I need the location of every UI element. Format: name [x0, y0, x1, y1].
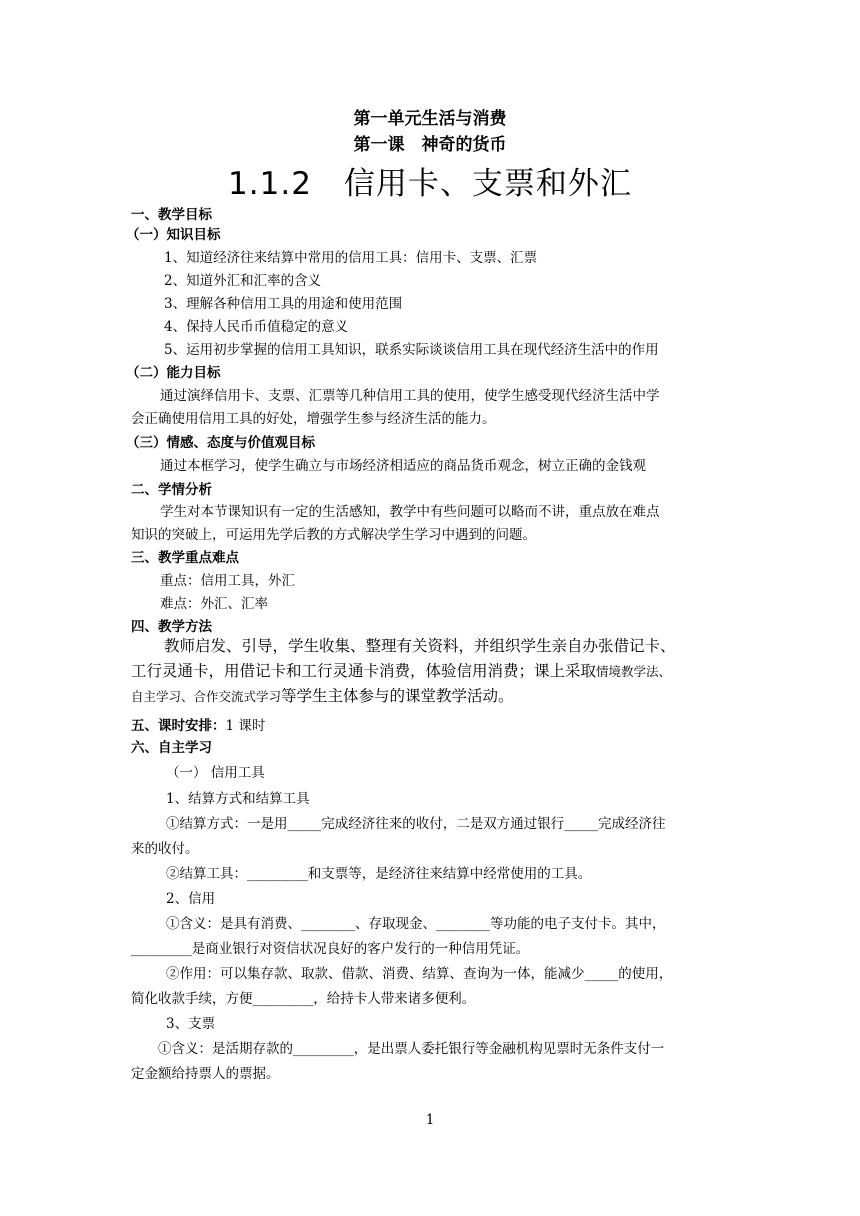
ability-line-2: 会正确使用信用工具的好处，增强学生参与经济生活的能力。 [131, 411, 496, 427]
self-study-item-3: 3、支票 [166, 1016, 216, 1032]
cheque-meaning-line-1: ①含义：是活期存款的_________，是出票人委托银行等金融机构见票时无条件支付一 [158, 1041, 665, 1057]
heading-teaching-goals: 一、教学目标 [131, 207, 212, 223]
methods-line-3-text: 等学生主体参与的课堂教学活动。 [281, 687, 514, 705]
subheading-knowledge-goals: （一）知识目标 [126, 227, 221, 243]
methods-line-2-tail: 情境教学法、 [596, 664, 672, 679]
credit-meaning-line-1: ①含义：是具有消费、________、存取现金、________等功能的电子支付卡。其中， [166, 916, 666, 932]
heading-schedule: 五、课时安排： [131, 718, 226, 734]
methods-line-3-head: 自主学习、合作交流式学习 [131, 689, 282, 704]
settlement-method-line-1: ①结算方式：一是用_____完成经济往来的收付，二是双方通过银行_____完成经济往 [166, 816, 666, 832]
self-study-item-2: 2、信用 [166, 891, 216, 907]
difficult-point-line: 难点：外汇、汇率 [160, 596, 268, 612]
key-point-line: 重点：信用工具，外汇 [160, 573, 295, 589]
methods-line-3 [131, 684, 514, 706]
learner-line-2: 知识的突破上，可运用先学后教的方式解决学生学习中遇到的问题。 [131, 527, 536, 543]
credit-function-line-1: ②作用：可以集存款、取款、借款、消费、结算、查询为一体，能减少_____的使用， [166, 966, 673, 982]
self-study-item-1: 1、结算方式和结算工具 [166, 791, 310, 807]
methods-line-1: 教师启发、引导，学生收集、整理有关资料，并组织学生亲自办张借记卡、 [164, 637, 676, 655]
schedule-value: 1 课时 [225, 718, 266, 734]
knowledge-item-1: 1、知道经济往来结算中常用的信用工具：信用卡、支票、汇票 [164, 250, 538, 266]
credit-meaning-line-2: _________是商业银行对资信状况良好的客户发行的一种信用凭证。 [131, 941, 530, 957]
settlement-tool-line: ②结算工具：_________和支票等，是经济往来结算中经常使用的工具。 [166, 866, 592, 882]
ability-line-1: 通过演绎信用卡、支票、汇票等几种信用工具的使用，使学生感受现代经济生活中学 [160, 388, 660, 404]
page-number: 1 [425, 1112, 435, 1128]
self-study-part-1: （一） 信用工具 [166, 765, 265, 781]
methods-line-2-text: 工行灵通卡，用借记卡和工行灵通卡消费，体验信用消费；课上采取 [131, 662, 597, 680]
lesson-title: 第一课 神奇的货币 [353, 135, 507, 155]
subheading-ability-goals: （二）能力目标 [126, 365, 221, 381]
unit-title: 第一单元生活与消费 [353, 109, 507, 129]
knowledge-item-4: 4、保持人民币币值稳定的意义 [164, 319, 349, 335]
knowledge-item-5: 5、运用初步掌握的信用工具知识，联系实际谈谈信用工具在现代经济生活中的作用 [164, 342, 659, 358]
knowledge-item-3: 3、理解各种信用工具的用途和使用范围 [164, 296, 403, 312]
methods-line-2 [131, 659, 671, 681]
cheque-meaning-line-2: 定金额给持票人的票据。 [131, 1066, 280, 1082]
knowledge-item-2: 2、知道外汇和汇率的含义 [164, 273, 322, 289]
schedule-line [131, 714, 265, 734]
emotion-line: 通过本框学习，使学生确立与市场经济相适应的商品货币观念，树立正确的金钱观 [160, 458, 646, 474]
heading-key-points: 三、教学重点难点 [131, 550, 239, 566]
heading-self-study: 六、自主学习 [131, 740, 212, 756]
subheading-emotion-goals: （三）情感、态度与价值观目标 [126, 435, 315, 451]
credit-function-line-2: 简化收款手续，方便_________，给持卡人带来诸多便利。 [131, 991, 476, 1007]
heading-teaching-methods: 四、教学方法 [131, 619, 212, 635]
heading-learner-analysis: 二、学情分析 [131, 482, 212, 498]
section-title: 1.1.2 信用卡、支票和外汇 [228, 166, 632, 202]
learner-line-1: 学生对本节课知识有一定的生活感知，教学中有些问题可以略而不讲，重点放在难点 [160, 504, 660, 520]
settlement-method-line-2: 来的收付。 [131, 841, 199, 857]
